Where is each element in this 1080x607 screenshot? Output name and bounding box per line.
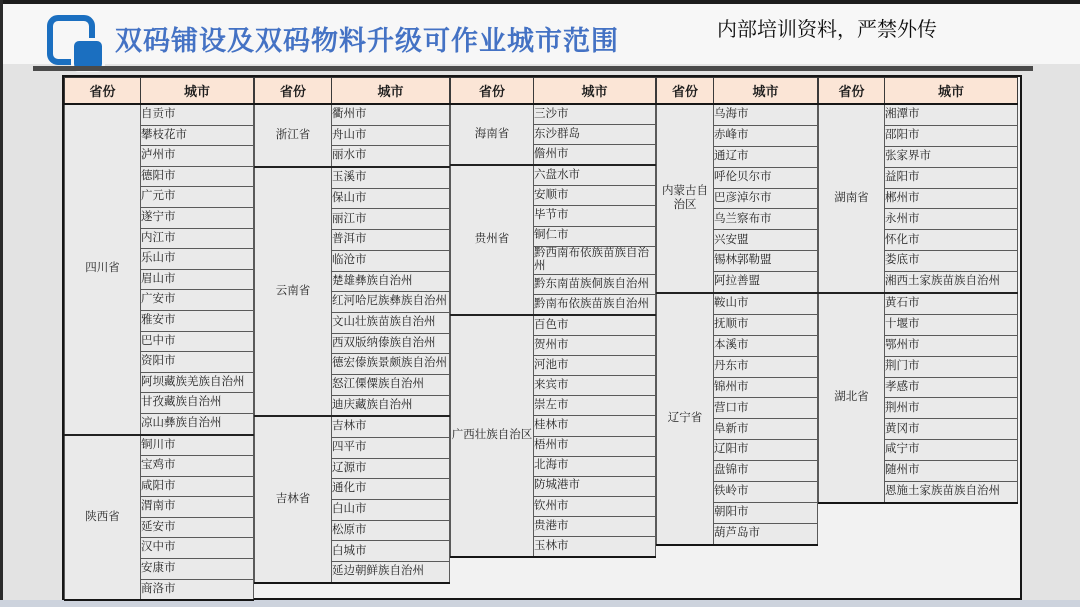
city-cell: 黄石市 xyxy=(885,293,1018,314)
city-cell: 黔南布依族苗族自治州 xyxy=(534,294,656,315)
city-cell: 锦州市 xyxy=(714,377,818,398)
city-cell: 盘锦市 xyxy=(714,461,818,482)
city-cell: 临沧市 xyxy=(332,250,450,271)
city-cell: 丹东市 xyxy=(714,356,818,377)
table-row xyxy=(255,167,450,188)
table-row xyxy=(451,104,656,125)
city-cell: 内江市 xyxy=(141,228,254,249)
city-cell: 咸阳市 xyxy=(141,476,254,497)
city-cell: 邵阳市 xyxy=(885,125,1018,146)
province-city-table xyxy=(62,75,1022,600)
table-group-5 xyxy=(818,77,1018,504)
table-row xyxy=(657,293,818,314)
city-cell: 普洱市 xyxy=(332,230,450,251)
city-cell: 钦州市 xyxy=(534,496,656,516)
city-cell: 锡林郭勒盟 xyxy=(714,251,818,272)
city-cell: 资阳市 xyxy=(141,352,254,373)
city-cell: 铁岭市 xyxy=(714,482,818,503)
city-cell: 丽江市 xyxy=(332,209,450,230)
city-cell: 益阳市 xyxy=(885,167,1018,188)
city-cell: 抚顺市 xyxy=(714,314,818,335)
table-group-4 xyxy=(656,77,818,546)
city-cell: 舟山市 xyxy=(332,125,450,146)
col-header-province: 省份 xyxy=(451,78,534,105)
col-header-city: 城市 xyxy=(534,78,656,105)
col-header-city: 城市 xyxy=(885,78,1018,105)
city-cell: 辽阳市 xyxy=(714,440,818,461)
city-cell: 眉山市 xyxy=(141,269,254,290)
city-cell: 乌兰察布市 xyxy=(714,209,818,230)
city-cell: 黔东南苗族侗族自治州 xyxy=(534,274,656,294)
city-cell: 衢州市 xyxy=(332,104,450,125)
city-cell: 儋州市 xyxy=(534,145,656,166)
city-cell: 保山市 xyxy=(332,188,450,209)
city-cell: 永州市 xyxy=(885,209,1018,230)
city-cell: 铜仁市 xyxy=(534,226,656,246)
city-cell: 东沙群岛 xyxy=(534,125,656,145)
city-cell: 玉林市 xyxy=(534,537,656,558)
slide-left-edge xyxy=(0,0,3,607)
table-row xyxy=(255,416,450,437)
province-cell: 浙江省 xyxy=(255,104,332,167)
city-cell: 鄂州市 xyxy=(885,335,1018,356)
city-cell: 呼伦贝尔市 xyxy=(714,167,818,188)
table-row xyxy=(819,104,1018,125)
city-cell: 自贡市 xyxy=(141,104,254,125)
city-cell: 恩施土家族苗族自治州 xyxy=(885,482,1018,503)
city-cell: 怀化市 xyxy=(885,230,1018,251)
city-cell: 安康市 xyxy=(141,559,254,580)
city-cell: 阿坝藏族羌族自治州 xyxy=(141,372,254,393)
city-cell: 遂宁市 xyxy=(141,207,254,228)
city-cell: 巴中市 xyxy=(141,331,254,352)
city-cell: 凉山彝族自治州 xyxy=(141,413,254,434)
city-cell: 张家界市 xyxy=(885,146,1018,167)
city-cell: 葫芦岛市 xyxy=(714,523,818,544)
city-cell: 郴州市 xyxy=(885,188,1018,209)
city-cell: 荆州市 xyxy=(885,398,1018,419)
city-cell: 乐山市 xyxy=(141,249,254,270)
city-cell: 铜川市 xyxy=(141,435,254,456)
city-cell: 湘西土家族苗族自治州 xyxy=(885,272,1018,293)
col-header-province: 省份 xyxy=(65,78,141,105)
province-cell: 吉林省 xyxy=(255,416,332,583)
city-cell: 白山市 xyxy=(332,500,450,521)
city-cell: 白城市 xyxy=(332,541,450,562)
province-cell: 陕西省 xyxy=(65,435,141,601)
city-cell: 桂林市 xyxy=(534,416,656,436)
city-cell: 黄冈市 xyxy=(885,419,1018,440)
city-cell: 广元市 xyxy=(141,187,254,208)
city-cell: 甘孜藏族自治州 xyxy=(141,393,254,414)
city-cell: 孝感市 xyxy=(885,377,1018,398)
city-cell: 西双版纳傣族自治州 xyxy=(332,333,450,354)
city-cell: 泸州市 xyxy=(141,146,254,167)
table-row xyxy=(65,104,254,125)
city-cell: 崇左市 xyxy=(534,396,656,416)
city-cell: 六盘水市 xyxy=(534,165,656,186)
city-cell: 贵港市 xyxy=(534,516,656,536)
province-cell: 内蒙古自治区 xyxy=(657,104,714,293)
table-row xyxy=(65,435,254,456)
city-cell: 咸宁市 xyxy=(885,440,1018,461)
table-row xyxy=(255,104,450,125)
city-cell: 黔西南布依族苗族自治州 xyxy=(534,246,656,274)
city-cell: 湘潭市 xyxy=(885,104,1018,125)
table-row xyxy=(657,104,818,125)
title-divider xyxy=(33,66,1033,71)
city-cell: 鞍山市 xyxy=(714,293,818,314)
col-header-city: 城市 xyxy=(332,78,450,105)
city-cell: 攀枝花市 xyxy=(141,125,254,146)
city-cell: 怒江傈僳族自治州 xyxy=(332,374,450,395)
province-cell: 湖南省 xyxy=(819,104,885,293)
city-cell: 贺州市 xyxy=(534,336,656,356)
col-header-province: 省份 xyxy=(657,78,714,105)
city-cell: 娄底市 xyxy=(885,251,1018,272)
city-cell: 广安市 xyxy=(141,290,254,311)
city-cell: 来宾市 xyxy=(534,376,656,396)
city-cell: 毕节市 xyxy=(534,206,656,226)
city-cell: 百色市 xyxy=(534,315,656,336)
province-cell: 湖北省 xyxy=(819,293,885,503)
province-cell: 四川省 xyxy=(65,104,141,435)
city-cell: 本溪市 xyxy=(714,335,818,356)
city-cell: 营口市 xyxy=(714,398,818,419)
city-cell: 十堰市 xyxy=(885,314,1018,335)
col-header-province: 省份 xyxy=(819,78,885,105)
city-cell: 红河哈尼族彝族自治州 xyxy=(332,292,450,313)
page-title: 双码铺设及双码物料升级可作业城市范围 xyxy=(115,26,619,56)
col-header-province: 省份 xyxy=(255,78,332,105)
city-cell: 丽水市 xyxy=(332,146,450,167)
city-cell: 河池市 xyxy=(534,356,656,376)
city-cell: 楚雄彝族自治州 xyxy=(332,271,450,292)
title-band xyxy=(3,4,1080,64)
city-cell: 德阳市 xyxy=(141,166,254,187)
province-cell: 辽宁省 xyxy=(657,293,714,545)
city-cell: 延边朝鲜族自治州 xyxy=(332,562,450,583)
confidential-watermark: 内部培训资料，严禁外传 xyxy=(717,19,937,41)
city-cell: 兴安盟 xyxy=(714,230,818,251)
city-cell: 阜新市 xyxy=(714,419,818,440)
col-header-city: 城市 xyxy=(714,78,818,105)
table-group-3 xyxy=(450,77,656,558)
city-cell: 三沙市 xyxy=(534,104,656,125)
city-cell: 阿拉善盟 xyxy=(714,272,818,293)
table-row xyxy=(819,293,1018,314)
city-cell: 玉溪市 xyxy=(332,167,450,188)
city-cell: 荆门市 xyxy=(885,356,1018,377)
city-cell: 通辽市 xyxy=(714,146,818,167)
table-group-1 xyxy=(64,77,254,601)
city-cell: 乌海市 xyxy=(714,104,818,125)
city-cell: 北海市 xyxy=(534,456,656,476)
city-cell: 延安市 xyxy=(141,517,254,538)
table-row xyxy=(451,165,656,186)
table-row xyxy=(451,315,656,336)
city-cell: 安顺市 xyxy=(534,186,656,206)
province-cell: 贵州省 xyxy=(451,165,534,315)
city-cell: 渭南市 xyxy=(141,497,254,518)
city-cell: 宝鸡市 xyxy=(141,456,254,477)
province-cell: 云南省 xyxy=(255,167,332,416)
province-cell: 广西壮族自治区 xyxy=(451,315,534,557)
table-group-2 xyxy=(254,77,450,584)
col-header-city: 城市 xyxy=(141,78,254,105)
city-cell: 迪庆藏族自治州 xyxy=(332,395,450,416)
city-cell: 德宏傣族景颇族自治州 xyxy=(332,354,450,375)
city-cell: 汉中市 xyxy=(141,538,254,559)
dual-code-icon xyxy=(43,12,109,68)
city-cell: 松原市 xyxy=(332,520,450,541)
city-cell: 四平市 xyxy=(332,438,450,459)
city-cell: 吉林市 xyxy=(332,416,450,437)
city-cell: 巴彦淖尔市 xyxy=(714,188,818,209)
city-cell: 赤峰市 xyxy=(714,125,818,146)
city-cell: 雅安市 xyxy=(141,310,254,331)
province-cell: 海南省 xyxy=(451,104,534,165)
city-cell: 防城港市 xyxy=(534,476,656,496)
city-cell: 辽源市 xyxy=(332,458,450,479)
city-cell: 商洛市 xyxy=(141,579,254,600)
city-cell: 文山壮族苗族自治州 xyxy=(332,312,450,333)
city-cell: 朝阳市 xyxy=(714,502,818,523)
city-cell: 梧州市 xyxy=(534,436,656,456)
city-cell: 随州市 xyxy=(885,461,1018,482)
city-cell: 通化市 xyxy=(332,479,450,500)
